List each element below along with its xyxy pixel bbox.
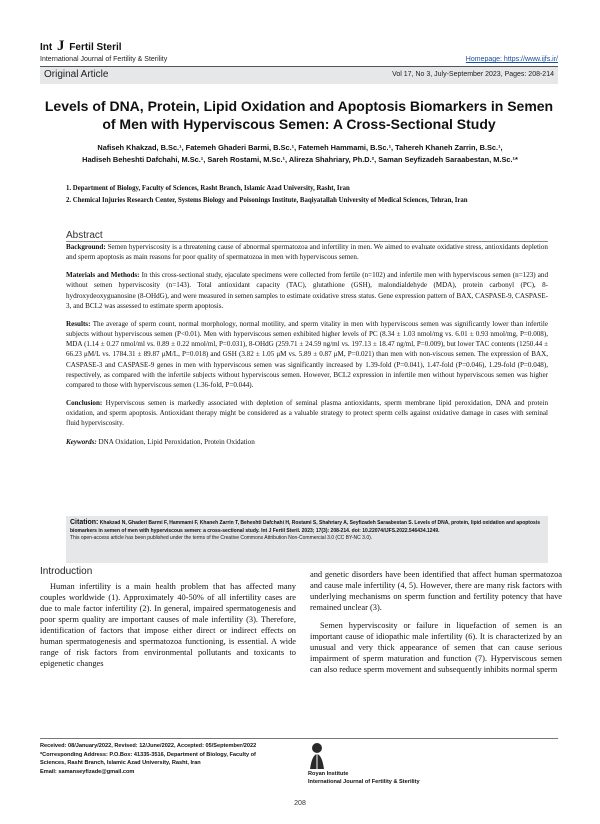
citation-label: Citation: [70, 519, 99, 526]
conclusion-text: Hyperviscous semen is markedly associated with depletion of seminal plasma antioxidants, sperm membrane lipid peroxidation, DNA and protein oxidation, and sperm apoptosis. Antioxidant therapy might be considered as a valuable strategy to protect sperm cells against oxidative damage in cases with seminal fluid hyperviscosity. [66, 399, 548, 428]
methods-text: In this cross-sectional study, ejaculate specimens were collected from fertile (n=102) and infertile men with hyperviscous semen (n=123) and without semen hyperviscosity (n=143). Total antioxidant capacity (TAC), glutathione (GSH), malondialdehyde (MDA), protein carbonyl (PC), 8-hydroxydeoxyguanosine (8-OHdG), and were measured in semen samples to estimate oxidative stress status. Gene expression pattern of BAX, CASPASE-9, CASPASE-3, and BCL2 was assessed to estimate sperm apoptosis. [66, 271, 548, 310]
volume-info: Vol 17, No 3, July-September 2023, Pages: 208-214 [392, 71, 554, 78]
publisher-journal: International Journal of Fertility & Sterility [308, 778, 420, 785]
abstract-body [66, 242, 548, 455]
conclusion-label: Conclusion: [66, 399, 103, 408]
affiliation: 2. Chemical Injuries Research Center, Systems Biology and Poisonings Institute, Baqiyatallah University of Medical Sciences, Tehran, Iran [66, 197, 468, 204]
abstract-keywords [66, 437, 548, 447]
intro-paragraph: Semen hyperviscosity or failure in liquefaction of semen is an important cause of idiopathic male infertility (6). It is characterized by an unusual and very thick appearance of semen that can cause serious impairment of sperm maturation and function (7). Hyperviscous semen can also reduce sperm movement and subsequently inhibits normal sperm [310, 621, 562, 674]
methods-label: Materials and Methods: [66, 271, 140, 280]
logo-prefix: Int [40, 42, 53, 53]
abstract-heading: Abstract [66, 230, 103, 241]
right-column [310, 569, 562, 675]
logo-suffix: Fertil Steril [69, 42, 122, 53]
corresponding-email: Email: samanseyfizade@gmail.com [40, 769, 135, 775]
publisher-info [308, 771, 420, 786]
publisher-name: Royan Institute [308, 771, 349, 777]
footer-divider [40, 738, 558, 739]
citation-text: Khakzad N, Ghaderi Barmi F, Hammami F, Khaneh Zarrin T, Beheshti Dafchahi H, Rostami S, Shahriary A, Seyfizadeh Saraabestan S. Levels of DNA, protein, lipid oxidation and apoptosis biomarkers in semen of men with hyperviscous semen: a cross-sectional study. Int J Fertil Steril. 2023; 17(3): 208-214. doi: 10.22074/IJFS.2022.546434.1249. [70, 520, 540, 534]
results-label: Results: [66, 319, 91, 328]
intro-paragraph: and genetic disorders have been identified that affect human spermatozoa and cause male infertility (4, 5). However, there are many risk factors with underlying mechanisms on sperm function and fertility potency that have remained unclear (3). [310, 570, 562, 612]
results-text: The average of sperm count, normal morphology, normal motility, and sperm vitality in men with hyperviscous semen was significantly lower than infertile subjects without hyperviscous semen (P<0.01). Men with hyperviscous semen exhibited higher levels of PC (8.34 ± 1.03 nmol/mg vs. 6.01 ± 0.93 nmol/mg, P=0.008), MDA (1.14 ± 0.27 nmol/ml vs. 0.89 ± 0.22 nmol/ml, P=0.031), 8-OHdG (259.71 ± 24.59 ng/ml vs. 197.13 ± 18.47 ng/ml, P=0.009), but lower TAC contents (1250.44 ± 66.23 μM/L vs. 1784.31 ± 89.87 μM/L, P=0.018) and GSH (3.82 ± 1.05 μM vs. 5.89 ± 0.87 μM, P=0.021) than men with non-viscous semen. The expression of BAX, CASPASE-3 and CASPASE-9 genes in men with hyperviscous semen was significantly increased by 1.39-fold (P=0.041), 1.47-fold (P=0.046), 1.29-fold (P=0.048), respectively, as compared with the infertile subjects without hyperviscous semen. However, BCL2 expression in infertile men without hyperviscous semen was higher compared to those with hyperviscous semen (1.36-fold, P=0.044). [66, 319, 548, 389]
abstract-background [66, 242, 548, 262]
author-list [60, 142, 540, 166]
journal-name: International Journal of Fertility & Sterility [40, 56, 168, 63]
introduction-heading: Introduction [40, 566, 93, 577]
corresponding-address: *Corresponding Address: P.O.Box: 41335-3516, Department of Biology, Faculty of Sciences, Rasht Branch, Islamic Azad University, Rasht, Iran [40, 752, 256, 766]
abstract-conclusion [66, 398, 548, 428]
article-title: Levels of DNA, Protein, Lipid Oxidation and Apoptosis Biomarkers in Semen of Men with Hyperviscous Semen: A Cross-Sectional Study [44, 98, 554, 132]
abstract-results [66, 319, 548, 390]
royan-logo-icon [308, 742, 326, 770]
abstract-methods [66, 270, 548, 311]
footer-info [40, 742, 274, 777]
intro-paragraph: Human infertility is a main health problem that has affected many couples worldwide (1). Approximately 40-50% of all infertility cases are due to male factor infertility (2). In general, impaired spermatogenesis and poor sperm quality are important causes of male infertility (3). Therefore, identification of factors that impose either direct or indirect effects on human spermatogenesis and spermatozoa functioning, is essential. A wide range of risk factors from environmental pollutants and toxicants to epigenetic changes [40, 582, 296, 668]
logo-j: J [57, 38, 65, 54]
article-dates: Received: 08/January/2022, Revised: 12/June/2022, Accepted: 05/September/2022 [40, 743, 257, 749]
article-type: Original Article [44, 69, 109, 80]
citation-box [66, 516, 548, 563]
background-text: Semen hyperviscosity is a threatening cause of abnormal spermatozoa and infertility in men. We aimed to evaluate oxidative stress, antioxidants depletion and sperm apoptosis as main reasons for poor quality of spermatozoa in men with hyperviscous semen. [66, 243, 548, 262]
affiliations [66, 184, 548, 208]
author-line: Nafiseh Khakzad, B.Sc.¹, Fatemeh Ghaderi Barmi, B.Sc.¹, Fatemeh Hammami, B.Sc.¹, Tahereh Khaneh Zarrin, B.Sc.¹, [97, 143, 503, 152]
keywords-text: DNA Oxidation, Lipid Peroxidation, Protein Oxidation [98, 437, 255, 446]
homepage-link[interactable]: Homepage: https://www.ijfs.ir/ [465, 56, 558, 63]
journal-logo [40, 38, 122, 55]
author-line: Hadiseh Beheshti Dafchahi, M.Sc.¹, Sareh Rostami, M.Sc.¹, Alireza Shahriary, Ph.D.², Saman Seyfizadeh Saraabestan, M.Sc.¹* [82, 155, 518, 164]
left-column [40, 566, 296, 669]
background-label: Background: [66, 243, 106, 251]
keywords-label: Keywords: [66, 437, 97, 446]
license-text: This open-access article has been published under the terms of the Creative Commons Attribution Non-Commercial 3.0 (CC BY-NC 3.0). [70, 535, 373, 541]
page-number: 208 [294, 800, 306, 807]
affiliation: 1. Department of Biology, Faculty of Sciences, Rasht Branch, Islamic Azad University, Rasht, Iran [66, 185, 350, 192]
